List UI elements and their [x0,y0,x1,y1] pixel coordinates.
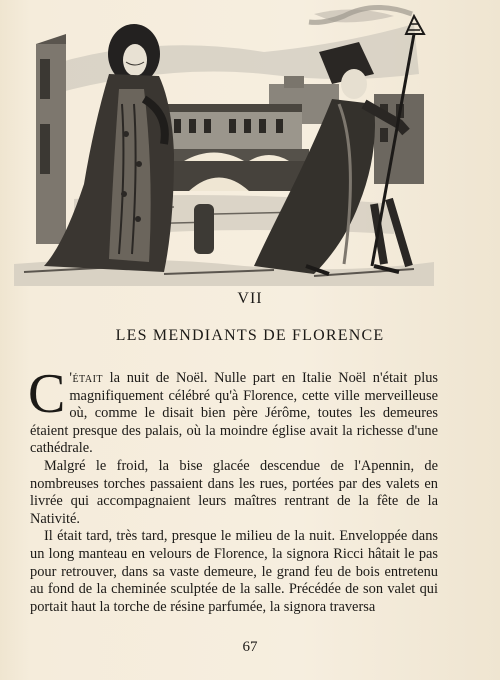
chapter-title: LES MENDIANTS DE FLORENCE [115,327,385,344]
drop-cap: C [28,363,66,425]
florence-night-scene-drawing [14,4,434,286]
page-number: 67 [242,639,258,655]
paragraph-1-text: la nuit de Noël. Nulle part en Italie Noël n'était plus magnifiquement célébré qu'à Florence, cette ville merveilleuse où, comme le disait bien père Jérôme, toutes les demeures étaient presque des palais, où la moindre église avait la richesse d'une cathédrale. [30,370,438,457]
chapter-illustration [14,4,434,286]
chapter-body-text [28,363,438,616]
small-caps-opening: 'était [69,370,104,386]
paragraph-1 [28,363,438,458]
chapter-number: VII [237,290,263,307]
paragraph-2: Malgré le froid, la bise glacée descendue de l'Apennin, de nombreuses torches passaient dans les rues, portées par des valets en livrée qui accompagnaient leurs maîtres rentrant de la fête de la Nativité. [30,457,438,527]
paragraph-3: Il était tard, très tard, presque le milieu de la nuit. Enveloppée dans un long manteau en velours de Florence, la signora Ricci hâtait le pas pour retrouver, dans sa vaste demeure, le grand feu de bois entretenu au fond de la cheminée sculptée de la salle. Précédée de son valet qui portait haut la torche de résine parfumée, la signora traversa [30,528,438,615]
